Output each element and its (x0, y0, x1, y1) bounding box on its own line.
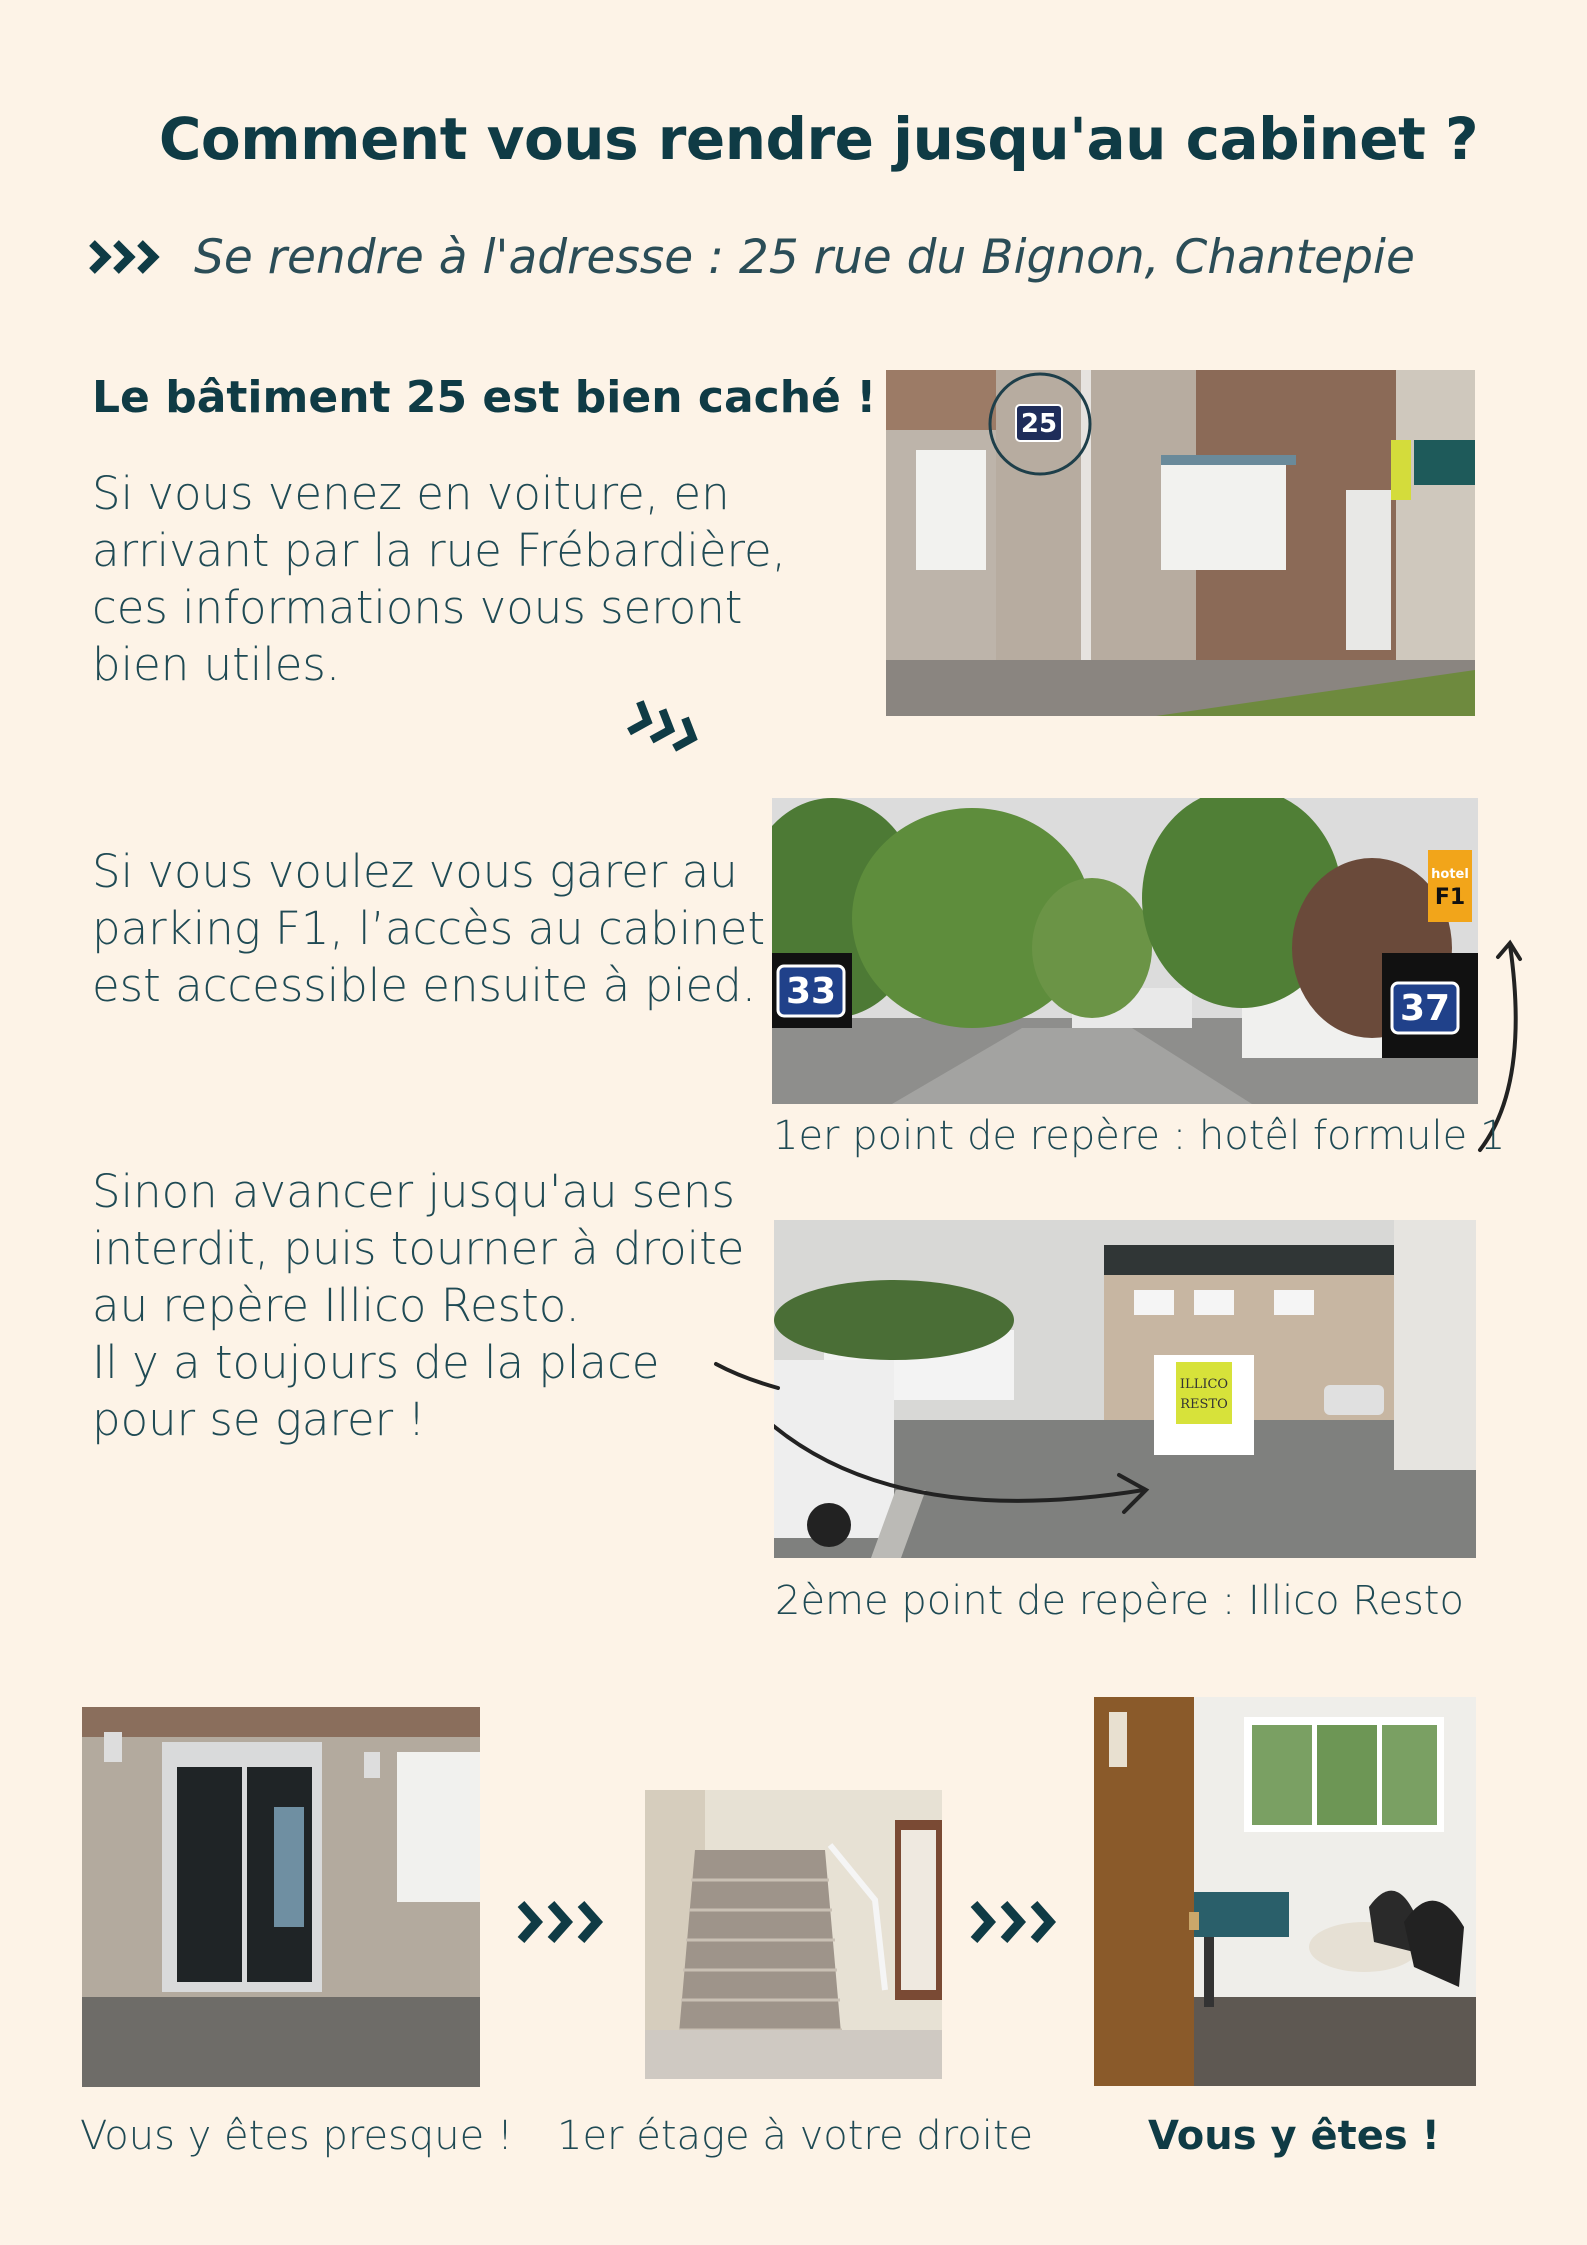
address-text: Se rendre à l'adresse : 25 rue du Bignon, Chantepie (194, 229, 1415, 285)
section2-line: est accessible ensuite à pied. (92, 959, 757, 1012)
tilted-chevrons-icon (620, 700, 720, 772)
step2-caption: 1er étage à votre droite (557, 2113, 1034, 2159)
arrow-tail-icon (712, 1360, 782, 1390)
building-photo (886, 370, 1475, 716)
sign-37: 37 (1399, 988, 1451, 1029)
entrance-photo (82, 1707, 480, 2087)
office-photo (1094, 1697, 1476, 2086)
section1-line: Si vous venez en voiture, en (92, 467, 730, 520)
section1-line: arrivant par la rue Frébardière, (92, 524, 787, 577)
section2-text (92, 843, 765, 1014)
house-number-sign: 25 (1020, 409, 1058, 439)
step3-caption: Vous y êtes ! (1148, 2113, 1440, 2159)
section3-line: Il y a toujours de la place (92, 1336, 660, 1389)
page-title: Comment vous rendre jusqu'au cabinet ? (158, 105, 1479, 173)
section3-line: au repère Illico Resto. (92, 1279, 580, 1332)
step-chevrons-1-icon (515, 1898, 609, 1946)
landmark2-caption: 2ème point de repère : Illico Resto (775, 1578, 1464, 1624)
hotel-logo-text: hotel (1431, 867, 1469, 882)
section2-line: Si vous voulez vous garer au (92, 845, 738, 898)
stairs-photo (645, 1790, 942, 2079)
step-chevrons-2-icon (968, 1898, 1062, 1946)
address-row (88, 222, 1415, 292)
section1-line: ces informations vous seront (92, 581, 743, 634)
section3-line: Sinon avancer jusqu'au sens (92, 1165, 735, 1218)
section1-line: bien utiles. (92, 638, 341, 691)
parking-photo (772, 798, 1478, 1104)
section3-line: interdit, puis tourner à droite (92, 1222, 745, 1275)
section1-text (92, 465, 786, 693)
illico-resto-photo (774, 1220, 1476, 1558)
section3-text (92, 1163, 744, 1448)
step1-caption: Vous y êtes presque ! (80, 2113, 513, 2159)
landmark1-caption: 1er point de repère : hotêl formule 1 (773, 1113, 1506, 1159)
illico-sign-line2: RESTO (1180, 1397, 1228, 1412)
section2-line: parking F1, l’accès au cabinet (92, 902, 766, 955)
hotel-logo-f1: F1 (1434, 885, 1466, 910)
section1-heading: Le bâtiment 25 est bien caché ! (92, 372, 877, 423)
section3-line: pour se garer ! (92, 1393, 426, 1446)
illico-sign-line1: ILLICO (1179, 1377, 1229, 1392)
sign-33: 33 (785, 971, 837, 1012)
chevrons-icon (88, 237, 164, 277)
